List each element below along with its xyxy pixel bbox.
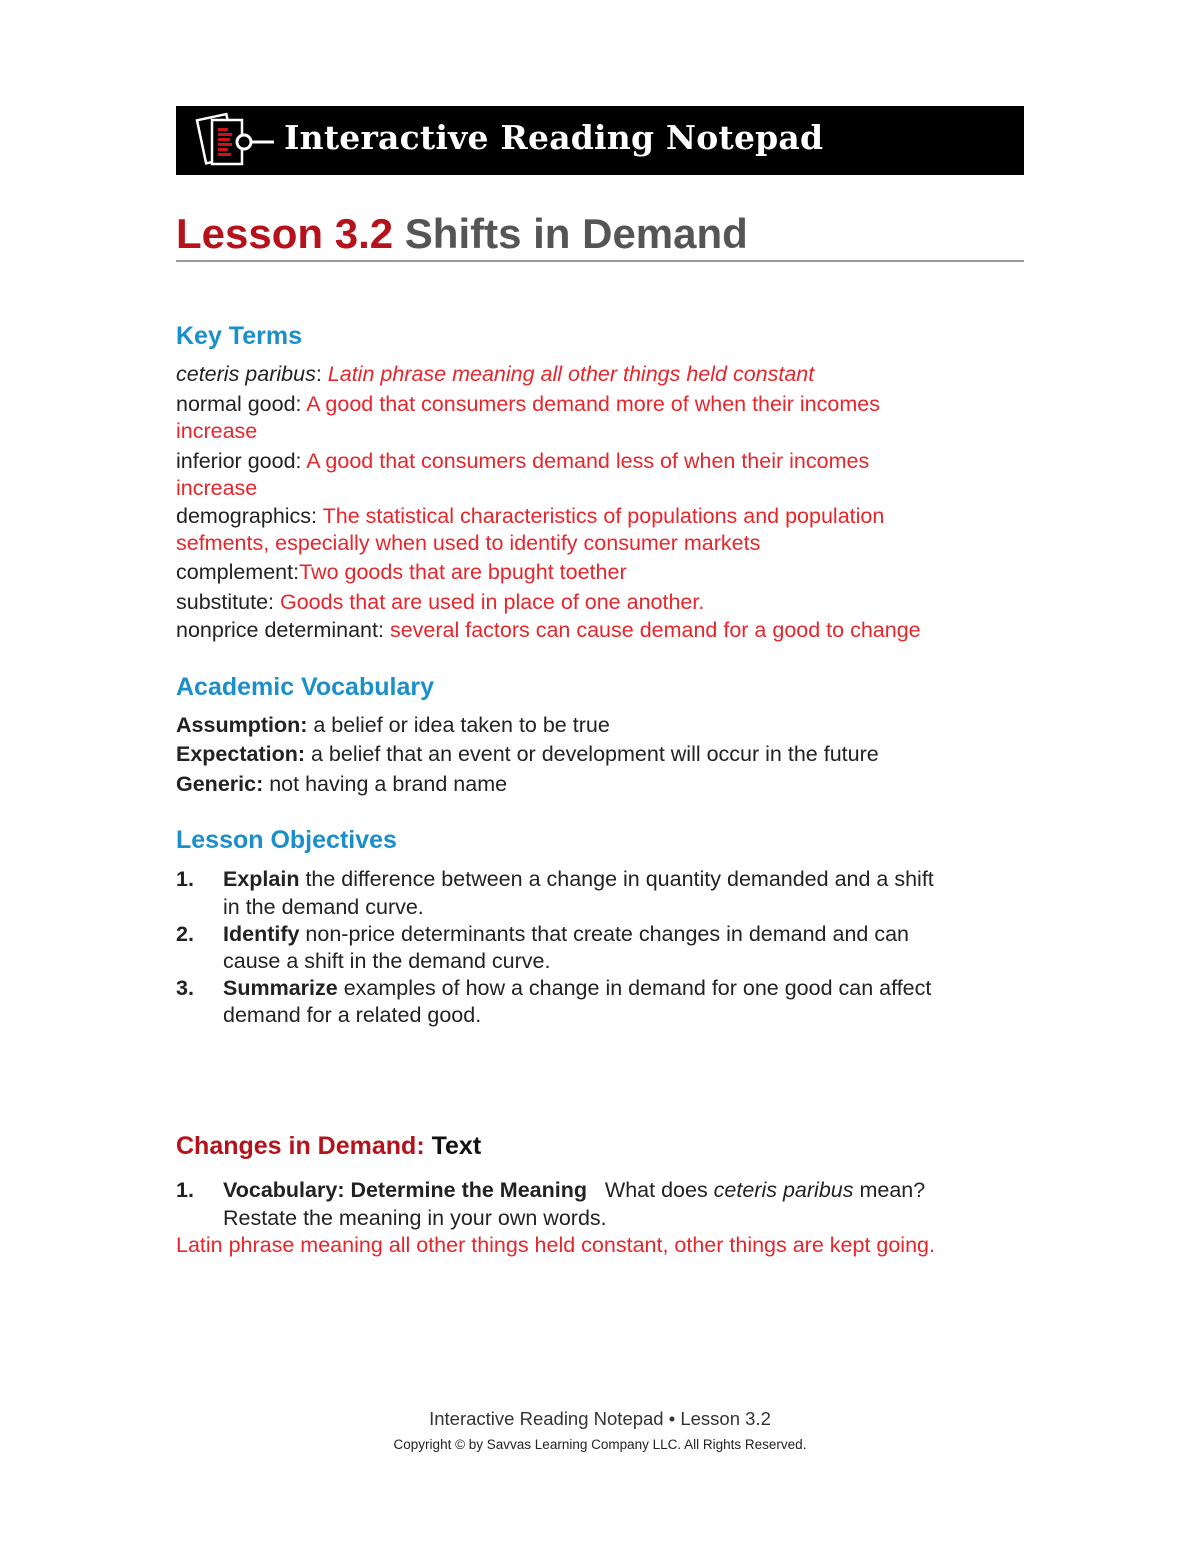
key-term-definition: A good that consumers demand less of when their incomes	[306, 449, 870, 473]
lesson-title-text: Shifts in Demand	[404, 210, 748, 257]
footer-copyright: Copyright © by Savvas Learning Company LLC. All Rights Reserved.	[393, 1437, 807, 1452]
key-term-definition: Two goods that are bpught toether	[299, 560, 627, 584]
key-term-row	[176, 618, 921, 643]
question-term: ceteris paribus	[713, 1178, 854, 1202]
key-term-sep: :	[377, 618, 390, 642]
lesson-objectives-heading: Lesson Objectives	[176, 826, 397, 854]
answer-text: Latin phrase meaning all other things held constant, other things are kept going.	[176, 1233, 935, 1257]
header-banner	[176, 106, 1024, 175]
objective-text	[223, 922, 909, 947]
objective-verb: Explain	[223, 867, 300, 891]
vocab-term: Generic:	[176, 772, 264, 796]
title-divider	[176, 260, 1024, 262]
key-term-row	[176, 590, 704, 615]
vocab-term: Assumption:	[176, 713, 308, 737]
objective-body: non-price determinants that create changes in demand and can	[299, 922, 910, 946]
key-term-definition: The statistical characteristics of populations and population	[322, 504, 885, 528]
objective-body: the difference between a change in quantity demanded and a shift	[299, 867, 934, 891]
key-terms-heading: Key Terms	[176, 322, 302, 350]
objective-text-cont: in the demand curve.	[223, 895, 424, 919]
key-term-definition-cont: sefments, especially when used to identify consumer markets	[176, 531, 761, 555]
vocab-term: Expectation:	[176, 742, 306, 766]
key-term-sep: :	[295, 449, 307, 473]
vocab-definition: not having a brand name	[263, 772, 508, 796]
key-term: inferior good	[176, 449, 296, 473]
key-term-definition-cont: increase	[176, 476, 258, 500]
key-term: demographics	[176, 504, 312, 528]
question-number: 1.	[176, 1178, 194, 1202]
key-term: complement	[176, 560, 294, 584]
key-term-row	[176, 449, 869, 474]
key-term-row	[176, 392, 880, 417]
key-term: ceteris paribus	[176, 362, 316, 386]
academic-vocabulary-heading: Academic Vocabulary	[176, 673, 434, 701]
banner-title: Interactive Reading Notepad	[284, 118, 824, 157]
key-term-definition: A good that consumers demand more of when their incomes	[306, 392, 880, 416]
vocab-row	[176, 742, 879, 767]
key-term-definition: Latin phrase meaning all other things held constant	[327, 362, 815, 386]
objective-verb: Identify	[223, 922, 300, 946]
question-text	[223, 1178, 925, 1203]
question-text-cont: Restate the meaning in your own words.	[223, 1206, 607, 1230]
objective-body: examples of how a change in demand for one good can affect	[337, 976, 932, 1000]
changes-heading-label: Changes in Demand:	[176, 1132, 425, 1160]
question-post: mean?	[853, 1178, 926, 1202]
key-term-sep: :	[268, 590, 280, 614]
notepad-key-logo-icon	[192, 110, 274, 172]
changes-heading-sub: Text	[424, 1132, 482, 1160]
key-term-row	[176, 560, 627, 585]
objective-number: 1.	[176, 867, 194, 891]
key-term-row	[176, 504, 884, 529]
key-term-definition: Goods that are used in place of one another.	[279, 590, 705, 614]
objective-number: 2.	[176, 922, 194, 946]
vocab-definition: a belief or idea taken to be true	[307, 713, 610, 737]
question-label: Vocabulary: Determine the Meaning	[223, 1178, 587, 1202]
objective-text	[223, 976, 931, 1001]
changes-in-demand-heading	[176, 1132, 481, 1161]
key-term-sep: :	[315, 362, 328, 386]
objective-text-cont: cause a shift in the demand curve.	[223, 949, 551, 973]
key-term-sep: :	[293, 560, 300, 584]
lesson-title	[176, 210, 748, 258]
key-term: substitute	[176, 590, 269, 614]
footer-title: Interactive Reading Notepad • Lesson 3.2	[429, 1408, 771, 1429]
key-term-definition-cont: increase	[176, 419, 258, 443]
key-term-definition: several factors can cause demand for a good to change	[389, 618, 921, 642]
key-term: nonprice determinant	[176, 618, 378, 642]
vocab-definition: a belief that an event or development will occur in the future	[305, 742, 879, 766]
key-term-sep: :	[311, 504, 323, 528]
key-term-sep: :	[295, 392, 307, 416]
objective-text	[223, 867, 934, 892]
vocab-row	[176, 772, 507, 797]
question-pre: What does	[587, 1178, 714, 1202]
key-term-row	[176, 362, 814, 387]
objective-text-cont: demand for a related good.	[223, 1003, 482, 1027]
key-term: normal good	[176, 392, 296, 416]
vocab-row	[176, 713, 610, 738]
objective-verb: Summarize	[223, 976, 338, 1000]
objective-number: 3.	[176, 976, 194, 1000]
lesson-number: Lesson 3.2	[176, 210, 394, 257]
